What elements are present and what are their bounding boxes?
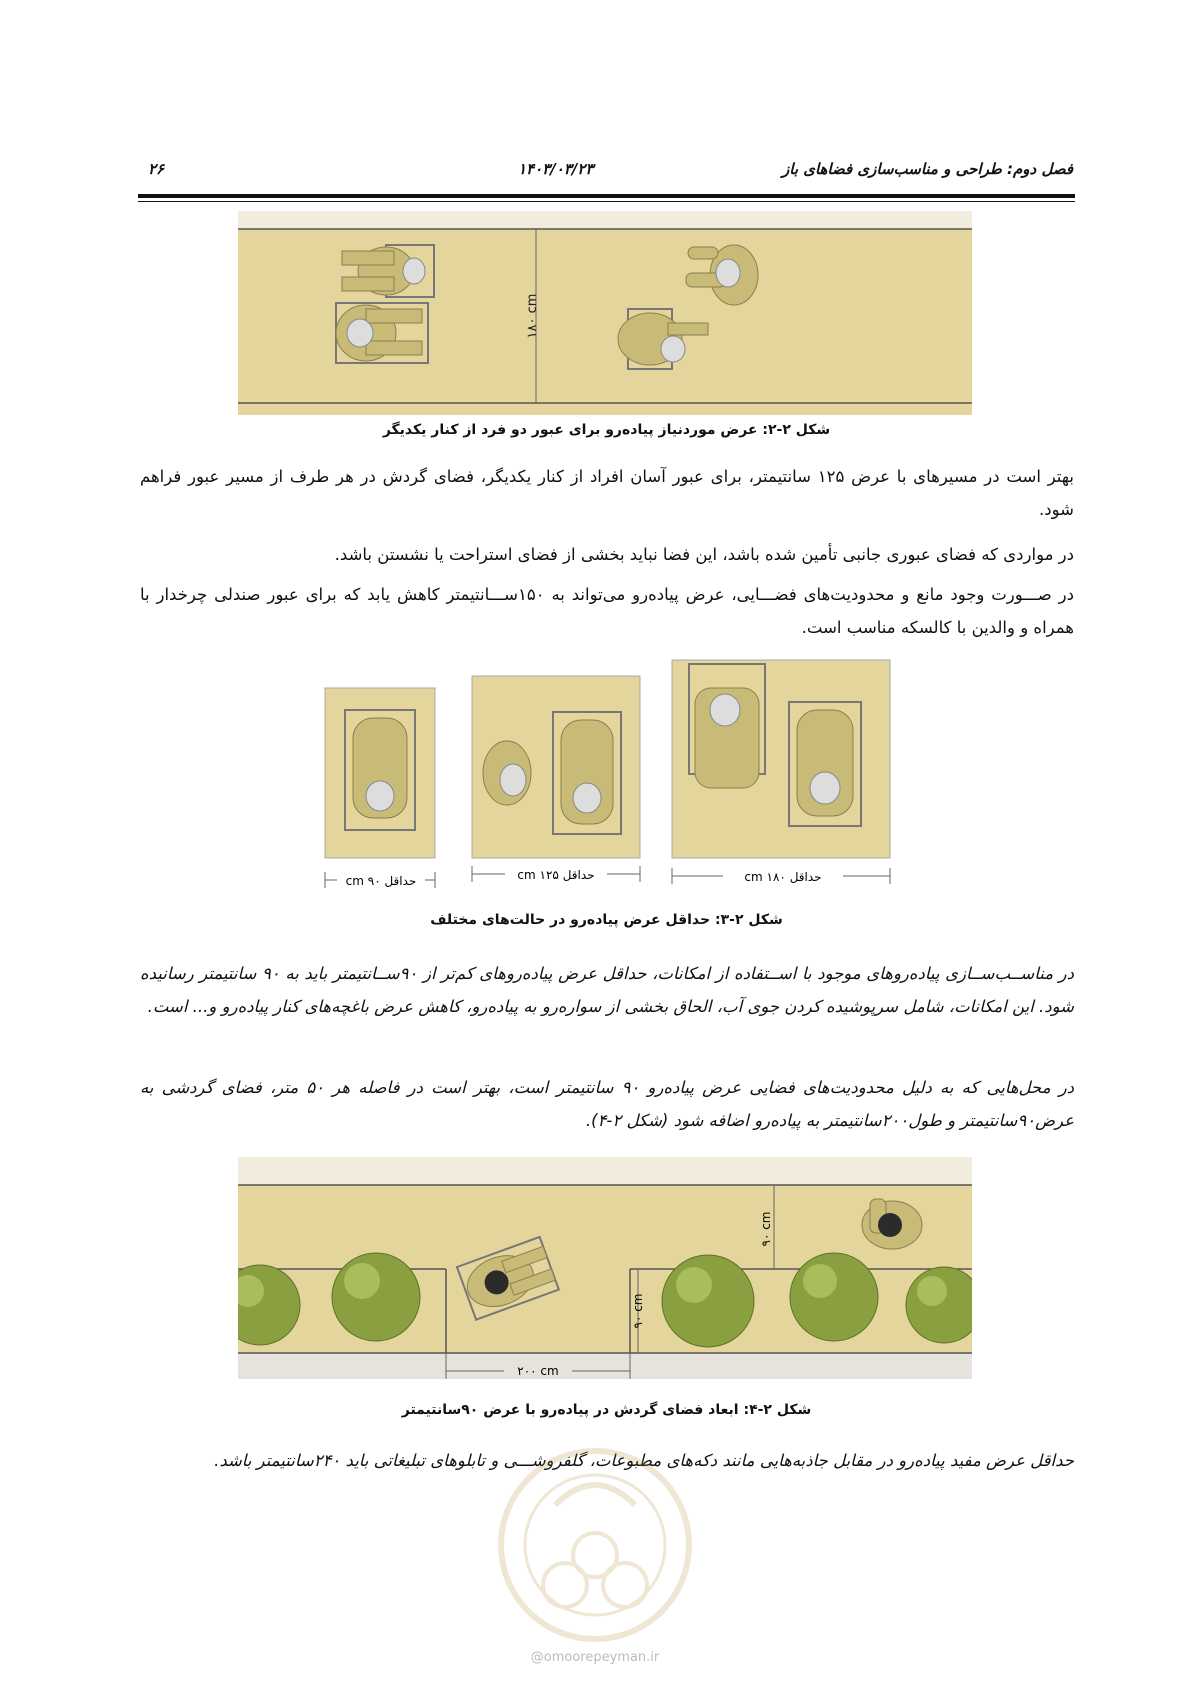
paragraph: در مناســب‌ســازی پیاده‌روهای موجود با اســتفاده از امکانات، حداقل عرض پیاده‌روهای کم‌تر از ۹۰ســانتیمتر باید به ۹۰ سانتیمتر رسانیده شود. این امکانات، شامل سرپوشیده کردن جوی آب، الحاق بخشی از سواره‌رو به پیاده‌رو، کاهش عرض باغچه‌های کنار پیاده‌رو و... است. [140, 964, 1074, 1016]
watermark-logo-icon [495, 1445, 695, 1645]
width-label: ۱۸۰ cm [525, 293, 540, 339]
watermark-text: @omoorepeyman.ir [530, 1650, 660, 1665]
header-rule-thin [138, 201, 1075, 202]
figure-caption: شکل ۲-۴: ابعاد فضای گردش در پیاده‌رو با عرض ۹۰سانتیمتر [401, 1402, 812, 1418]
paragraph: در صـــورت وجود مانع و محدودیت‌های فضـــایی، عرض پیاده‌رو می‌تواند به ۱۵۰ســـانتیمتر کاهش یابد که برای عبور صندلی چرخدار با همراه و والدین با کالسکه مناسب است. [140, 585, 1074, 637]
width-label: حداقل ۱۲۵ cm [517, 868, 595, 882]
dimension-label: ۹۰ cm [631, 1293, 645, 1329]
paragraph: در مواردی که فضای عبوری جانبی تأمین شده باشد، این فضا نباید بخشی از فضای استراحت یا نشستن باشد. [334, 545, 1074, 564]
chapter-title: فصل دوم: طراحی و مناسب‌سازی فضاهای باز [782, 160, 1073, 178]
header-rule-thick [138, 194, 1075, 198]
width-label: حداقل ۹۰ cm [345, 874, 417, 888]
width-label: حداقل ۱۸۰ cm [744, 870, 822, 884]
dimension-label: ۲۰۰ cm [517, 1364, 559, 1378]
page-date: ۱۴۰۳/۰۳/۲۳ [518, 160, 594, 178]
panel-90cm [325, 688, 435, 888]
panel-125cm [472, 676, 640, 882]
figure-passing-width [238, 211, 972, 415]
panel-180cm [672, 660, 890, 884]
dimension-label: ۹۰ cm [759, 1211, 773, 1247]
paragraph: در محل‌هایی که به دلیل محدودیت‌های فضایی عرض پیاده‌رو ۹۰ سانتیمتر است، بهتر است در فاصله هر ۵۰ متر، فضای گردشی به عرض۹۰سانتیمتر و طول۲۰۰سانتیمتر به پیاده‌رو اضافه شود (شکل ۲-۴). [140, 1078, 1075, 1130]
figure-minimum-widths [315, 658, 903, 900]
tree-icon [332, 1253, 420, 1341]
road-area [238, 1353, 972, 1379]
figure-caption: شکل ۲-۲: عرض موردنیاز پیاده‌رو برای عبور دو فرد از کنار یکدیگر [382, 422, 831, 438]
page-number: ۲۶ [148, 160, 165, 178]
paragraph: بهتر است در مسیرهای با عرض ۱۲۵ سانتیمتر، برای عبور آسان افراد از کنار یکدیگر، فضای گردش در هر طرف از مسیر عبور فراهم شود. [140, 467, 1074, 519]
figure-caption: شکل ۲-۳: حداقل عرض پیاده‌رو در حالت‌های مختلف [430, 912, 783, 928]
figure-turning-space [238, 1157, 972, 1379]
paragraph: حداقل عرض مفید پیاده‌رو در مقابل جاذبه‌هایی مانند دکه‌های مطبوعات، گلفروشـــی و تابلوهای تبلیغاتی باید ۲۴۰سانتیمتر باشد. [214, 1451, 1074, 1470]
tree-icon [662, 1255, 754, 1347]
tree-icon [790, 1253, 878, 1341]
